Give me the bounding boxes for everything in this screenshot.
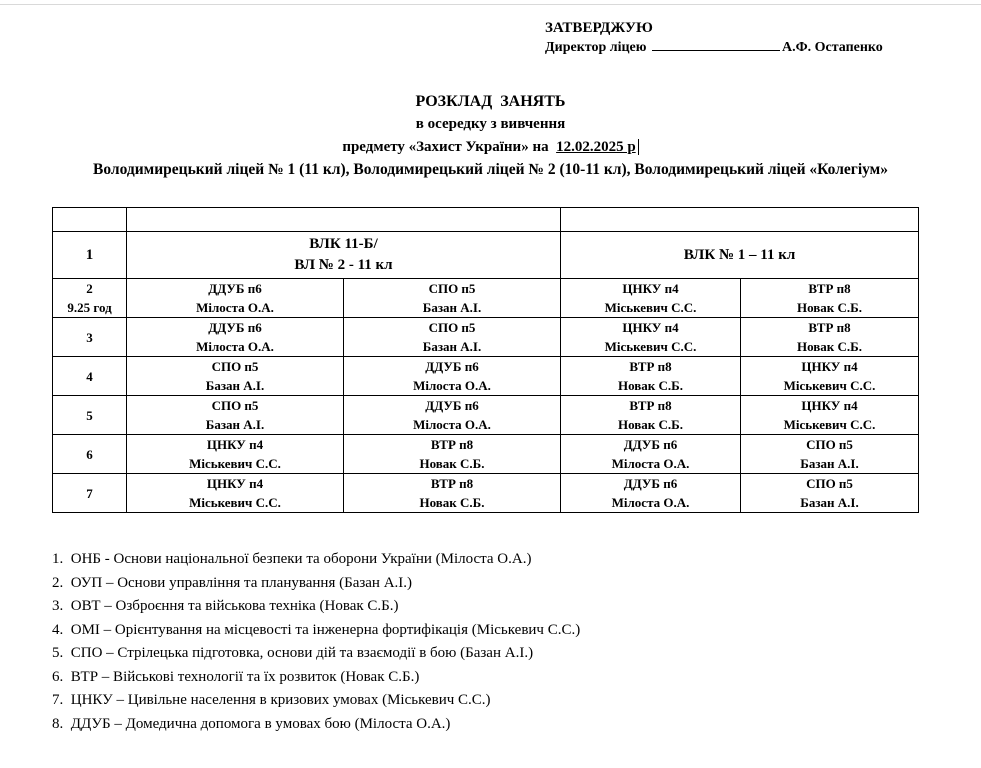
approval-signature-line — [545, 38, 883, 58]
subject: ВТР п8 — [629, 398, 672, 413]
teacher: Мілоста О.А. — [196, 300, 274, 315]
table-row — [53, 435, 919, 474]
table-group-row — [53, 232, 919, 279]
lesson-cell — [127, 396, 344, 435]
lesson-cell — [127, 279, 344, 318]
lesson-cell — [741, 435, 919, 474]
subject: ДДУБ п6 — [425, 359, 479, 374]
list-item: 5. СПО – Стрілецька підготовка, основи дій та взаємодії в бою (Базан А.І.) — [52, 645, 534, 661]
teacher: Новак С.Б. — [617, 417, 684, 432]
subject: СПО п5 — [806, 437, 853, 452]
lesson-cell — [127, 357, 344, 396]
approval-signer: А.Ф. Остапенко — [781, 40, 883, 55]
lesson-cell — [344, 474, 561, 513]
teacher: Новак С.Б. — [617, 378, 684, 393]
lesson-cell — [741, 474, 919, 513]
list-item: 4. ОМІ – Орієнтування на місцевості та інженерна фортифікація (Міськевич С.С.) — [52, 621, 581, 638]
subject: ВТР п8 — [629, 359, 672, 374]
subject: СПО п5 — [428, 320, 476, 335]
subject: ДДУБ п6 — [208, 320, 262, 335]
group-a-line2: ВЛ № 2 - 11 кл — [294, 257, 393, 273]
lesson-cell — [561, 474, 741, 513]
page-title: РОЗКЛАД ЗАНЯТЬ — [415, 93, 566, 110]
teacher: Новак С.Б. — [419, 495, 485, 510]
lesson-cell — [127, 318, 344, 357]
lesson-cell — [741, 396, 919, 435]
table-row — [53, 357, 919, 396]
list-item: 1. ОНБ - Основи національної безпеки та оборони України (Мілоста О.А.) — [52, 551, 532, 567]
subject: ЦНКУ п4 — [622, 320, 679, 335]
table-row — [53, 279, 919, 318]
teacher: Міськевич С.С. — [189, 456, 281, 471]
table-cell — [561, 208, 919, 232]
teacher: Новак С.Б. — [796, 300, 863, 315]
lesson-number: 5 — [53, 396, 127, 435]
group-b-header: ВЛК № 1 – 11 кл — [561, 232, 919, 279]
teacher: Міськевич С.С. — [189, 495, 281, 510]
schedule-table — [52, 207, 919, 513]
schools-line: Володимирецький ліцей № 1 (11 кл), Володимирецький ліцей № 2 (10-11 кл), Володимирецький ліцей «Колегіум» — [93, 161, 888, 178]
subject: СПО п5 — [211, 359, 259, 374]
subject: ДДУБ п6 — [425, 398, 479, 413]
subject: ЦНКУ п4 — [801, 359, 858, 374]
teacher: Мілоста О.А. — [413, 378, 491, 393]
table-row — [53, 396, 919, 435]
table-row — [53, 318, 919, 357]
teacher: Мілоста О.А. — [611, 456, 690, 471]
list-item: 2. ОУП – Основи управління та планування (Базан А.І.) — [52, 574, 413, 591]
lesson-cell — [344, 435, 561, 474]
approval-block — [545, 18, 883, 58]
lesson-cell — [741, 318, 919, 357]
table-cell — [53, 208, 127, 232]
lesson-cell — [561, 357, 741, 396]
lesson-cell — [741, 357, 919, 396]
subject: ДДУБ п6 — [623, 476, 678, 491]
teacher: Базан А.І. — [205, 417, 265, 432]
lesson-cell — [561, 279, 741, 318]
lesson-cell — [344, 318, 561, 357]
subject-legend-list — [52, 548, 580, 736]
subject: ЦНКУ п4 — [622, 281, 679, 296]
lesson-cell — [561, 396, 741, 435]
lesson-time: 9.25 год — [67, 300, 112, 315]
subject: ВТР п8 — [808, 320, 851, 335]
teacher: Міськевич С.С. — [604, 339, 697, 354]
approval-heading: ЗАТВЕРДЖУЮ — [545, 20, 653, 36]
teacher: Мілоста О.А. — [413, 417, 491, 432]
subject: СПО п5 — [806, 476, 853, 491]
approval-role: Директор ліцею — [545, 40, 647, 55]
subject: СПО п5 — [428, 281, 476, 296]
table-cell — [127, 208, 561, 232]
subject: ЦНКУ п4 — [206, 476, 264, 491]
lesson-number: 2 — [86, 281, 93, 296]
lesson-cell — [127, 435, 344, 474]
page-subtitle: в осередку з вивчення — [415, 116, 566, 132]
list-item: 3. ОВТ – Озброєння та військова техніка (Новак С.Б.) — [52, 598, 399, 614]
teacher: Базан А.І. — [422, 339, 482, 354]
teacher: Мілоста О.А. — [611, 495, 690, 510]
teacher: Базан А.І. — [205, 378, 265, 393]
group-a-header — [127, 232, 561, 279]
table-row — [53, 474, 919, 513]
lesson-cell — [127, 474, 344, 513]
teacher: Міськевич С.С. — [604, 300, 697, 315]
teacher: Новак С.Б. — [796, 339, 863, 354]
teacher: Базан А.І. — [800, 456, 859, 471]
subject: ДДУБ п6 — [208, 281, 262, 296]
table-header-blank-row — [53, 208, 919, 232]
list-item: 8. ДДУБ – Домедична допомога в умовах бою (Мілоста О.А.) — [52, 715, 451, 732]
subject: СПО п5 — [211, 398, 259, 413]
lesson-number: 7 — [53, 474, 127, 513]
subject: ЦНКУ п4 — [801, 398, 858, 413]
subject: ДДУБ п6 — [623, 437, 678, 452]
group-a-line1: ВЛК 11-Б/ — [309, 236, 378, 252]
top-divider — [0, 4, 981, 5]
subject: ВТР п8 — [430, 476, 474, 491]
lesson-cell — [344, 279, 561, 318]
teacher: Міськевич С.С. — [783, 378, 876, 393]
lesson-number: 4 — [53, 357, 127, 396]
subject: ВТР п8 — [808, 281, 851, 296]
signature-blank — [652, 38, 780, 51]
lesson-cell — [561, 318, 741, 357]
list-item: 7. ЦНКУ – Цивільне населення в кризових умовах (Міськевич С.С.) — [52, 692, 491, 708]
teacher: Міськевич С.С. — [783, 417, 876, 432]
lesson-number: 6 — [53, 435, 127, 474]
subject-line — [0, 139, 981, 156]
teacher: Базан А.І. — [800, 495, 859, 510]
schedule-date: 12.02.2025 р — [556, 139, 639, 155]
teacher: Новак С.Б. — [419, 456, 485, 471]
subject-prefix: предмету «Захист України» на — [342, 139, 549, 155]
lesson-cell — [561, 435, 741, 474]
subject: ВТР п8 — [430, 437, 474, 452]
list-item: 6. ВТР – Військові технології та їх розвиток (Новак С.Б.) — [52, 668, 420, 685]
lesson-number: 1 — [53, 232, 127, 279]
lesson-number-cell — [53, 279, 127, 318]
teacher: Мілоста О.А. — [196, 339, 274, 354]
lesson-cell — [344, 396, 561, 435]
lesson-cell — [344, 357, 561, 396]
lesson-cell — [741, 279, 919, 318]
teacher: Базан А.І. — [422, 300, 482, 315]
lesson-number: 3 — [53, 318, 127, 357]
subject: ЦНКУ п4 — [206, 437, 264, 452]
